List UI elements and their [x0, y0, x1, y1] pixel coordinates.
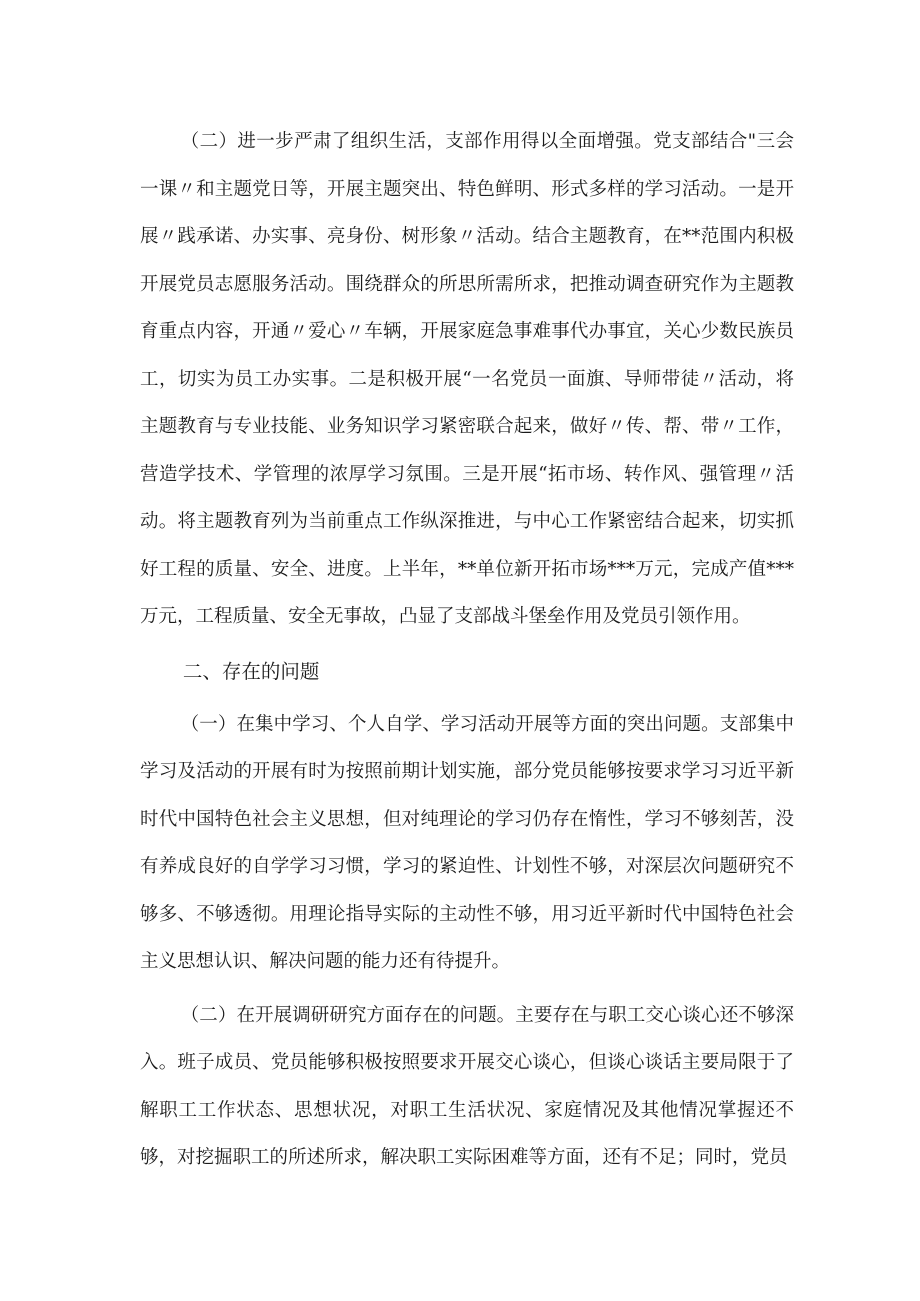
- paragraph-issue-study: （一）在集中学习、个人自学、学习活动开展等方面的突出问题。支部集中学习及活动的开展有时为按照前期计划实施，部分党员能够按要求学习习近平新时代中国特色社会主义思想，但对纯理论的学习仍存在惰性，学习不够刻苦，没有养成良好的自学学习习惯，学习的紧迫性、计划性不够，对深层次问题研究不够多、不够透彻。用理论指导实际的主动性不够，用习近平新时代中国特色社会主义思想认识、解决问题的能力还有待提升。: [140, 713, 794, 972]
- paragraph-issue-research: （二）在开展调研研究方面存在的问题。主要存在与职工交心谈心还不够深入。班子成员、党员能够积极按照要求开展交心谈心，但谈心谈话主要局限于了解职工工作状态、思想状况，对职工生活状况、家庭情况及其他情况掌握还不够，对挖掘职工的所述所求，解决职工实际困难等方面，还有不足；同时，党员: [140, 1004, 794, 1168]
- section-heading-existing-problems: 二、存在的问题: [182, 659, 320, 683]
- document-body: [140, 118, 794, 1182]
- paragraph-organizational-life: （二）进一步严肃了组织生活，支部作用得以全面增强。党支部结合"三会一课〃和主题党日等，开展主题突出、特色鲜明、形式多样的学习活动。一是开展〃践承诺、办实事、亮身份、树形象〃活动。结合主题教育，在**范围内积极开展党员志愿服务活动。围绕群众的所思所需所求，把推动调查研究作为主题教育重点内容，开通〃爱心〃车辆，开展家庭急事难事代办事宜，关心少数民族员工，切实为员工办实事。二是积极开展“一名党员一面旗、导师带徒〃活动，将主题教育与专业技能、业务知识学习紧密联合起来，做好〃传、帮、带〃工作，营造学技术、学管理的浓厚学习氛围。三是开展“拓市场、转作风、强管理〃活动。将主题教育列为当前重点工作纵深推进，与中心工作紧密结合起来，切实抓好工程的质量、安全、进度。上半年，**单位新开拓市场***万元，完成产值***万元，工程质量、安全无事故，凸显了支部战斗堡垒作用及党员引领作用。: [140, 131, 794, 627]
